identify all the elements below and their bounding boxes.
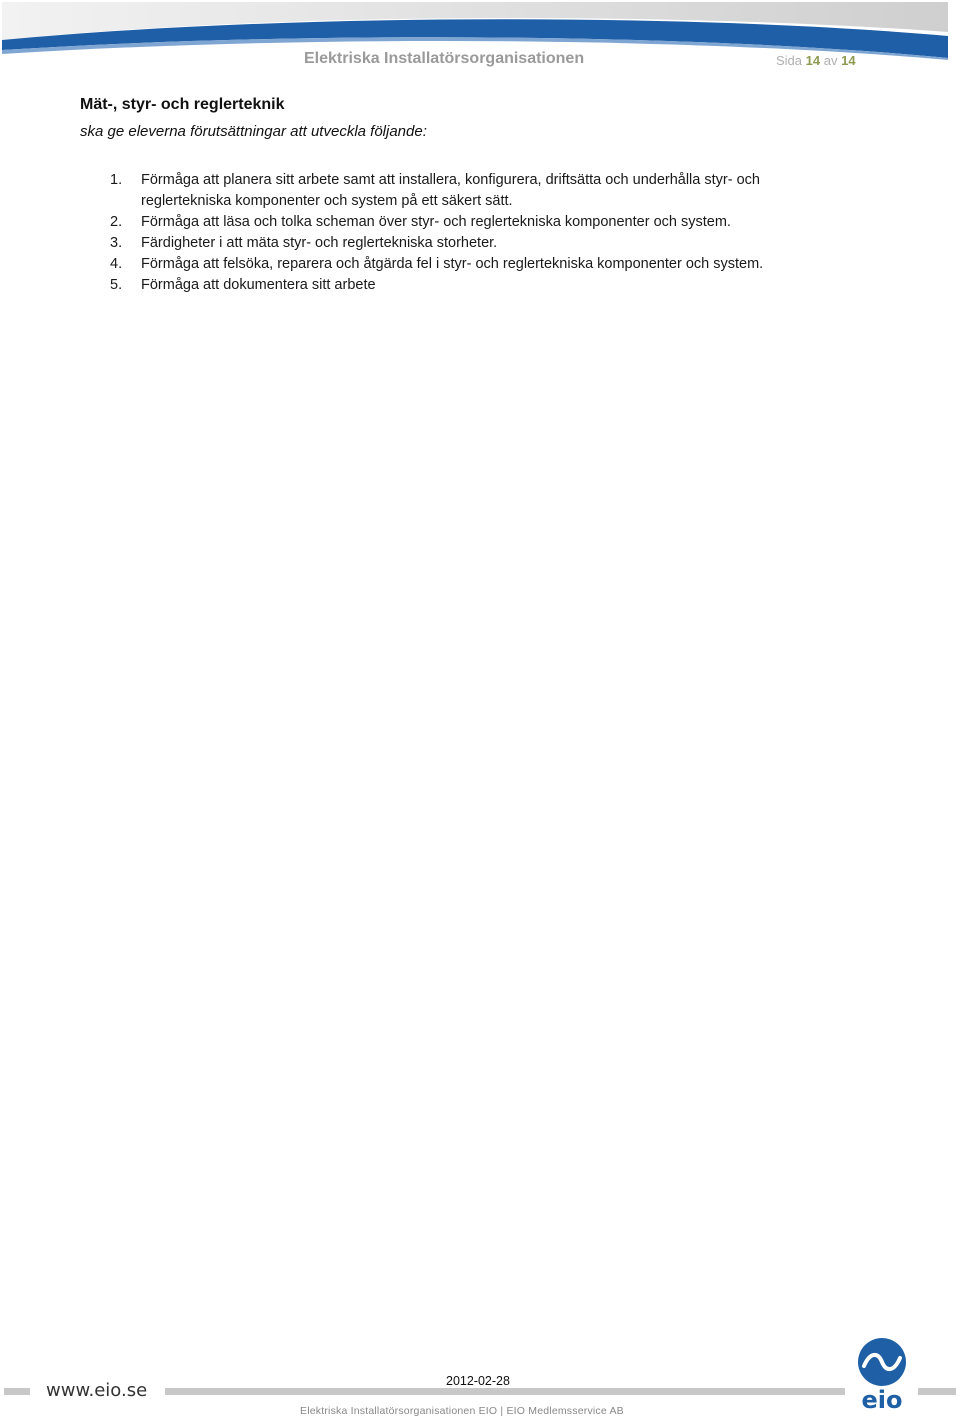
list-item xyxy=(110,254,850,275)
list-item-number: 1. xyxy=(110,172,123,188)
page-total: 14 xyxy=(841,53,856,68)
list-item xyxy=(110,170,850,212)
list-item-text: Förmåga att läsa och tolka scheman över styr- och reglertekniska komponenter och system. xyxy=(141,214,731,230)
list-item-number: 4. xyxy=(110,256,123,272)
page-current: 14 xyxy=(805,53,821,68)
list-item xyxy=(110,233,850,254)
page-indicator xyxy=(776,53,856,68)
list-item-text: Förmåga att felsöka, reparera och åtgärda fel i styr- och reglertekniska komponenter och system. xyxy=(141,256,764,272)
footer-company: Elektriska Installatörsorganisationen EIO | EIO Medlemsservice AB xyxy=(300,1405,624,1417)
page-prefix: Sida xyxy=(776,53,803,68)
list-item-number: 5. xyxy=(110,277,123,293)
section-intro: ska ge eleverna förutsättningar att utveckla följande: xyxy=(80,123,427,140)
eio-logo xyxy=(852,1336,912,1412)
list-item-number: 2. xyxy=(110,214,123,230)
footer-date: 2012-02-28 xyxy=(446,1374,510,1388)
list-item xyxy=(110,275,850,296)
list-item-text: Färdigheter i att mäta styr- och reglertekniska storheter. xyxy=(141,235,498,251)
website-link[interactable]: www.eio.se xyxy=(46,1380,148,1401)
list-item-text: Förmåga att planera sitt arbete samt att installera, konfigurera, driftsätta och underhålla styr- och reglertekniska komponenter och system på ett säkert sätt. xyxy=(141,172,760,209)
header-organization: Elektriska Installatörsorganisationen xyxy=(304,50,585,67)
list-item xyxy=(110,212,850,233)
page-separator: av xyxy=(823,53,838,68)
logo-text: eio xyxy=(861,1386,903,1412)
list-item-text: Förmåga att dokumentera sitt arbete xyxy=(141,277,376,293)
goals-list xyxy=(110,170,850,296)
section-title: Mät-, styr- och reglerteknik xyxy=(80,96,285,113)
list-item-number: 3. xyxy=(110,235,123,251)
